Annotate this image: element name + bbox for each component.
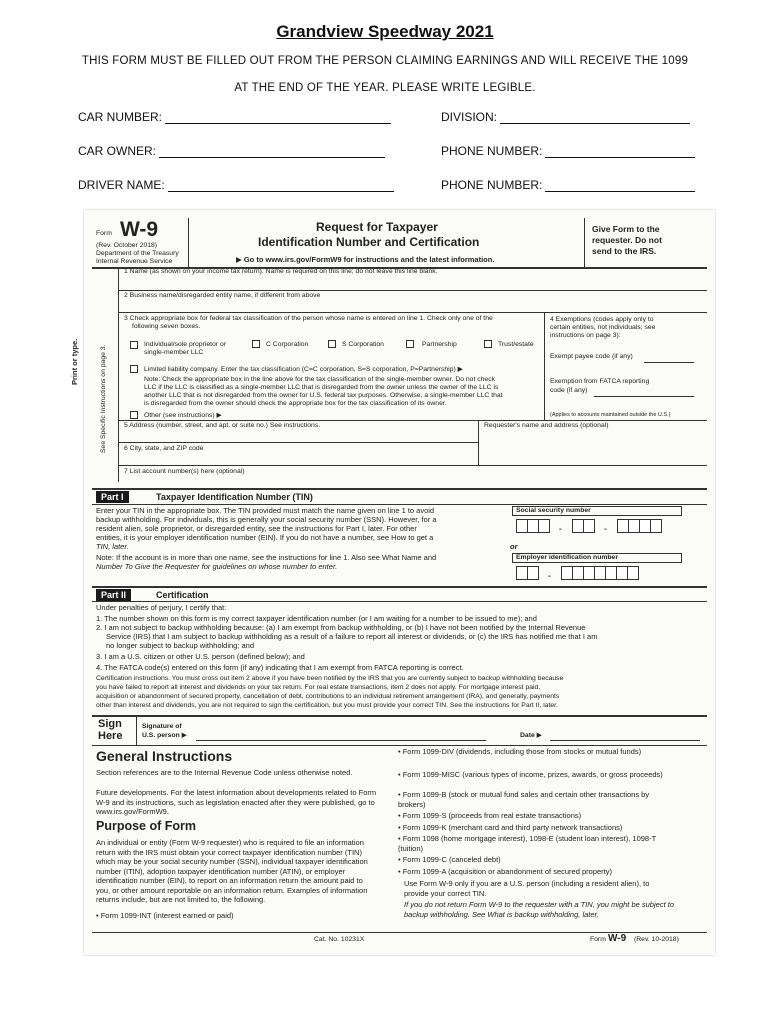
notice-line-2: AT THE END OF THE YEAR. PLEASE WRITE LEGIBLE. — [234, 82, 536, 94]
ret-2: • Form 1099-MISC (various types of income, prizes, awards, or gross proceeds) — [398, 770, 663, 779]
w9-line-3a: 3 Check appropriate box for federal tax classification of the person whose name is entered on line 1. Check only one of the — [124, 315, 493, 322]
car-owner-field[interactable] — [78, 144, 385, 158]
page-title: Grandview Speedway 2021 — [276, 22, 494, 41]
w9-form-code: W-9 — [120, 218, 159, 241]
ssn-boxes[interactable]: - - — [516, 519, 661, 537]
w9-give-3: send to the IRS. — [592, 246, 657, 256]
car-owner-label: CAR OWNER: — [78, 144, 156, 158]
or-label: or — [510, 542, 518, 551]
w9-line-1: 1 Name (as shown on your income tax return). Name is required on this line; do not leave this line blank. — [124, 268, 438, 275]
cert-instr-3: acquisition or abandonment of secured property, cancellation of debt, contributions to an individual retirement arrangement (IRA), and generally, payments — [96, 693, 560, 700]
notice-line-1: THIS FORM MUST BE FILLED OUT FROM THE PERSON CLAIMING EARNINGS AND WILL RECEIVE THE 1099 — [81, 55, 689, 67]
opt-individual-1: Individual/sole proprietor or — [144, 341, 226, 348]
w9-form-scan — [70, 210, 715, 955]
sign-label-1: Sign — [98, 718, 122, 730]
cert-instr-2: you have failed to report all interest and dividends on your tax return. For real estate transactions, item 2 does not apply. For mortgage interest paid, — [96, 684, 541, 691]
ret-8: • Form 1099-A (acquisition or abandonment of secured property) — [398, 867, 612, 876]
p1-text-4: entities, it is your employer identification number (EIN). If you do not have a number, see How to get a — [96, 533, 434, 542]
ret-10: If you do not return Form W-9 to the requester with a TIN, you might be subject to backup withholding. See What is backup withholding, later. — [404, 900, 674, 919]
p1-text-6: Note: If the account is in more than one name, see the instructions for line 1. Also see What Name and — [96, 553, 437, 562]
ret-7: • Form 1099-C (canceled debt) — [398, 855, 501, 864]
foot-rev: (Rev. 10-2018) — [634, 936, 679, 943]
phone-number-label-1: PHONE NUMBER: — [441, 144, 543, 158]
division-label: DIVISION: — [441, 110, 498, 124]
date-label: Date ▶ — [520, 732, 542, 739]
signature-line[interactable] — [196, 740, 486, 741]
checkbox-llc[interactable] — [130, 365, 138, 373]
p1-text-1: Enter your TIN in the appropriate box. The TIN provided must match the name given on line 1 to avoid — [96, 506, 435, 515]
sign-label-2: Here — [98, 730, 123, 742]
w9-note-2: LLC if the LLC is classified as a single-member LLC that is disregarded from the owner unless the owner of the LLC is — [144, 384, 499, 391]
cert-1: 1. The number shown on this form is my correct taxpayer identification number (or I am waiting for a number to be issued to me); and — [96, 614, 537, 623]
division-field[interactable] — [441, 110, 690, 124]
phone-number-label-2: PHONE NUMBER: — [441, 178, 543, 192]
w9-llc: Limited liability company. Enter the tax classification (C=C corporation, S=S corporation, P=Partnership) ▶ — [144, 366, 463, 373]
w9-note-4: is disregarded from the owner should check the appropriate box for the tax classification of its owner. — [144, 400, 447, 407]
ret-6: • Form 1098 (home mortgage interest), 1098-E (student loan interest), 1098-T (tuition) — [398, 834, 657, 853]
w9-requester: Requester's name and address (optional) — [484, 422, 609, 429]
date-line[interactable] — [550, 740, 700, 741]
w9-ex-2: certain entities, not individuals; see — [550, 324, 656, 331]
ret-9: Use Form W-9 only if you are a U.S. person (including a resident alien), to provide your correct TIN. — [404, 879, 650, 898]
w9-ex-6: code (if any) — [550, 387, 588, 394]
w9-title-2: Identification Number and Certification — [258, 235, 480, 249]
w9-line-5: 5 Address (number, street, and apt. or suite no.) See instructions. — [124, 422, 321, 429]
part2-label: Part II — [96, 589, 131, 601]
w9-rev: (Rev. October 2018) — [96, 242, 158, 249]
cert-instr-4: other than interest and dividends, you are not required to sign the certification, but you must provide your correct TIN. See the instructions for Part II, later. — [96, 702, 558, 709]
pf-text-1: An individual or entity (Form W-9 requester) who is required to file an information return with the IRS must obtain your correct taxpayer identification number (TIN) which may be your social security number (SSN), individual taxpayer identification number (ITIN), adoption taxpayer identification number (ATIN), or employer identification number (EIN), to report on an information return the amount paid to you, or other amount reportable on an information return. Examples of information returns include, but are not limited to, the following. — [96, 838, 368, 904]
w9-goto: ▶ Go to www.irs.gov/FormW9 for instructions and the latest information. — [236, 255, 495, 264]
signature-label-2: U.S. person ▶ — [142, 732, 187, 739]
w9-form-label: Form — [96, 230, 112, 237]
checkbox-partnership[interactable] — [406, 340, 414, 348]
phone-number-field-1[interactable] — [441, 144, 695, 158]
gi-text-1: Section references are to the Internal Revenue Code unless otherwise noted. — [96, 768, 353, 777]
w9-irs: Internal Revenue Service — [96, 258, 173, 265]
checkbox-s-corp[interactable] — [328, 340, 336, 348]
ein-boxes[interactable]: - — [516, 566, 638, 584]
w9-line-3b: following seven boxes. — [132, 323, 201, 330]
checkbox-other[interactable] — [130, 411, 138, 419]
checkbox-c-corp[interactable] — [252, 340, 260, 348]
w9-note-1: Note: Check the appropriate box in the line above for the tax classification of the single-member owner. Do not check — [144, 376, 495, 383]
pf-title: Purpose of Form — [96, 819, 197, 833]
opt-s-corp: S Corporation — [342, 341, 384, 348]
part1-label: Part I — [96, 491, 129, 503]
w9-ex-1: 4 Exemptions (codes apply only to — [550, 316, 654, 323]
w9-ex-5: Exemption from FATCA reporting — [550, 378, 650, 385]
ret-4: • Form 1099-S (proceeds from real estate transactions) — [398, 811, 582, 820]
w9-give-1: Give Form to the — [592, 224, 660, 234]
w9-side-instr: See Specific Instructions on page 3. — [100, 344, 107, 453]
w9-line-7: 7 List account number(s) here (optional) — [124, 468, 245, 475]
driver-name-label: DRIVER NAME: — [78, 178, 165, 192]
p1-text-2: backup withholding. For individuals, this is generally your social security number (SSN). However, for a — [96, 515, 437, 524]
part2-title: Certification — [156, 590, 209, 600]
cert-2b: Service (IRS) that I am subject to backup withholding as a result of a failure to report all interest or dividends, or (c) the IRS has notified me that I am — [106, 632, 598, 641]
opt-individual-2: single-member LLC — [144, 349, 204, 356]
phone-number-field-2[interactable] — [441, 178, 695, 192]
w9-side-print: Print or type. — [70, 338, 79, 385]
cert-intro: Under penalties of perjury, I certify that: — [96, 603, 227, 612]
w9-title-1: Request for Taxpayer — [316, 220, 438, 234]
w9-note-3: another LLC that is not disregarded from the owner for U.S. federal tax purposes. Otherwise, a single-member LLC that — [144, 392, 503, 399]
ret-3: • Form 1099-B (stock or mutual fund sales and certain other transactions by brokers) — [398, 790, 650, 809]
foot-form-label: Form — [590, 936, 606, 943]
foot-form-code: W-9 — [608, 933, 627, 944]
part1-title: Taxpayer Identification Number (TIN) — [156, 492, 313, 502]
w9-dept: Department of the Treasury — [96, 250, 179, 257]
opt-partnership: Partnership — [422, 341, 457, 348]
checkbox-trust[interactable] — [484, 340, 492, 348]
cert-2c: no longer subject to backup withholding; and — [106, 641, 255, 650]
cert-3: 3. I am a U.S. citizen or other U.S. person (defined below); and — [96, 652, 305, 661]
cert-4: 4. The FATCA code(s) entered on this form (if any) indicating that I am exempt from FATCA reporting is correct. — [96, 663, 464, 672]
p1-text-7: Number To Give the Requester for guidelines on whose number to enter. — [96, 562, 338, 571]
w9-other: Other (see instructions) ▶ — [144, 412, 222, 419]
driver-name-field[interactable] — [78, 178, 394, 192]
w9-ex-3: instructions on page 3): — [550, 332, 621, 339]
ein-label: Employer identification number — [512, 553, 682, 563]
ret-1: • Form 1099-DIV (dividends, including those from stocks or mutual funds) — [398, 747, 642, 756]
opt-c-corp: C Corporation — [266, 341, 309, 348]
signature-label-1: Signature of — [142, 723, 182, 730]
w9-ex-7: (Applies to accounts maintained outside the U.S.) — [550, 412, 671, 418]
opt-trust: Trust/estate — [498, 341, 534, 348]
p1-text-3: resident alien, sole proprietor, or disregarded entity, see the instructions for Part I, later. For other — [96, 524, 417, 533]
car-number-field[interactable] — [78, 110, 391, 124]
cat-no: Cat. No. 10231X — [314, 936, 365, 943]
w9-line-2: 2 Business name/disregarded entity name, if different from above — [124, 292, 321, 299]
ssn-label: Social security number — [512, 506, 682, 516]
cert-instr-1: Certification instructions. You must cross out item 2 above if you have been notified by the IRS that you are currently subject to backup withholding because — [96, 675, 564, 682]
ret-5: • Form 1099-K (merchant card and third party network transactions) — [398, 823, 623, 832]
pf-text-2: • Form 1099-INT (interest earned or paid) — [96, 911, 234, 920]
w9-line-6: 6 City, state, and ZIP code — [124, 445, 204, 452]
gi-title: General Instructions — [96, 748, 233, 764]
checkbox-individual[interactable] — [130, 341, 138, 349]
w9-ex-4: Exempt payee code (if any) — [550, 353, 633, 360]
car-number-label: CAR NUMBER: — [78, 110, 163, 124]
p1-text-5: TIN, later. — [96, 542, 129, 551]
cert-2a: 2. I am not subject to backup withholding because: (a) I am exempt from backup withholding, or (b) I have not been notified by the Internal Revenue — [96, 623, 586, 632]
w9-give-2: requester. Do not — [592, 235, 662, 245]
gi-text-2: Future developments. For the latest information about developments related to Form W-9 and its instructions, such as legislation enacted after they were published, go to www.irs.gov/FormW9. — [96, 788, 377, 816]
